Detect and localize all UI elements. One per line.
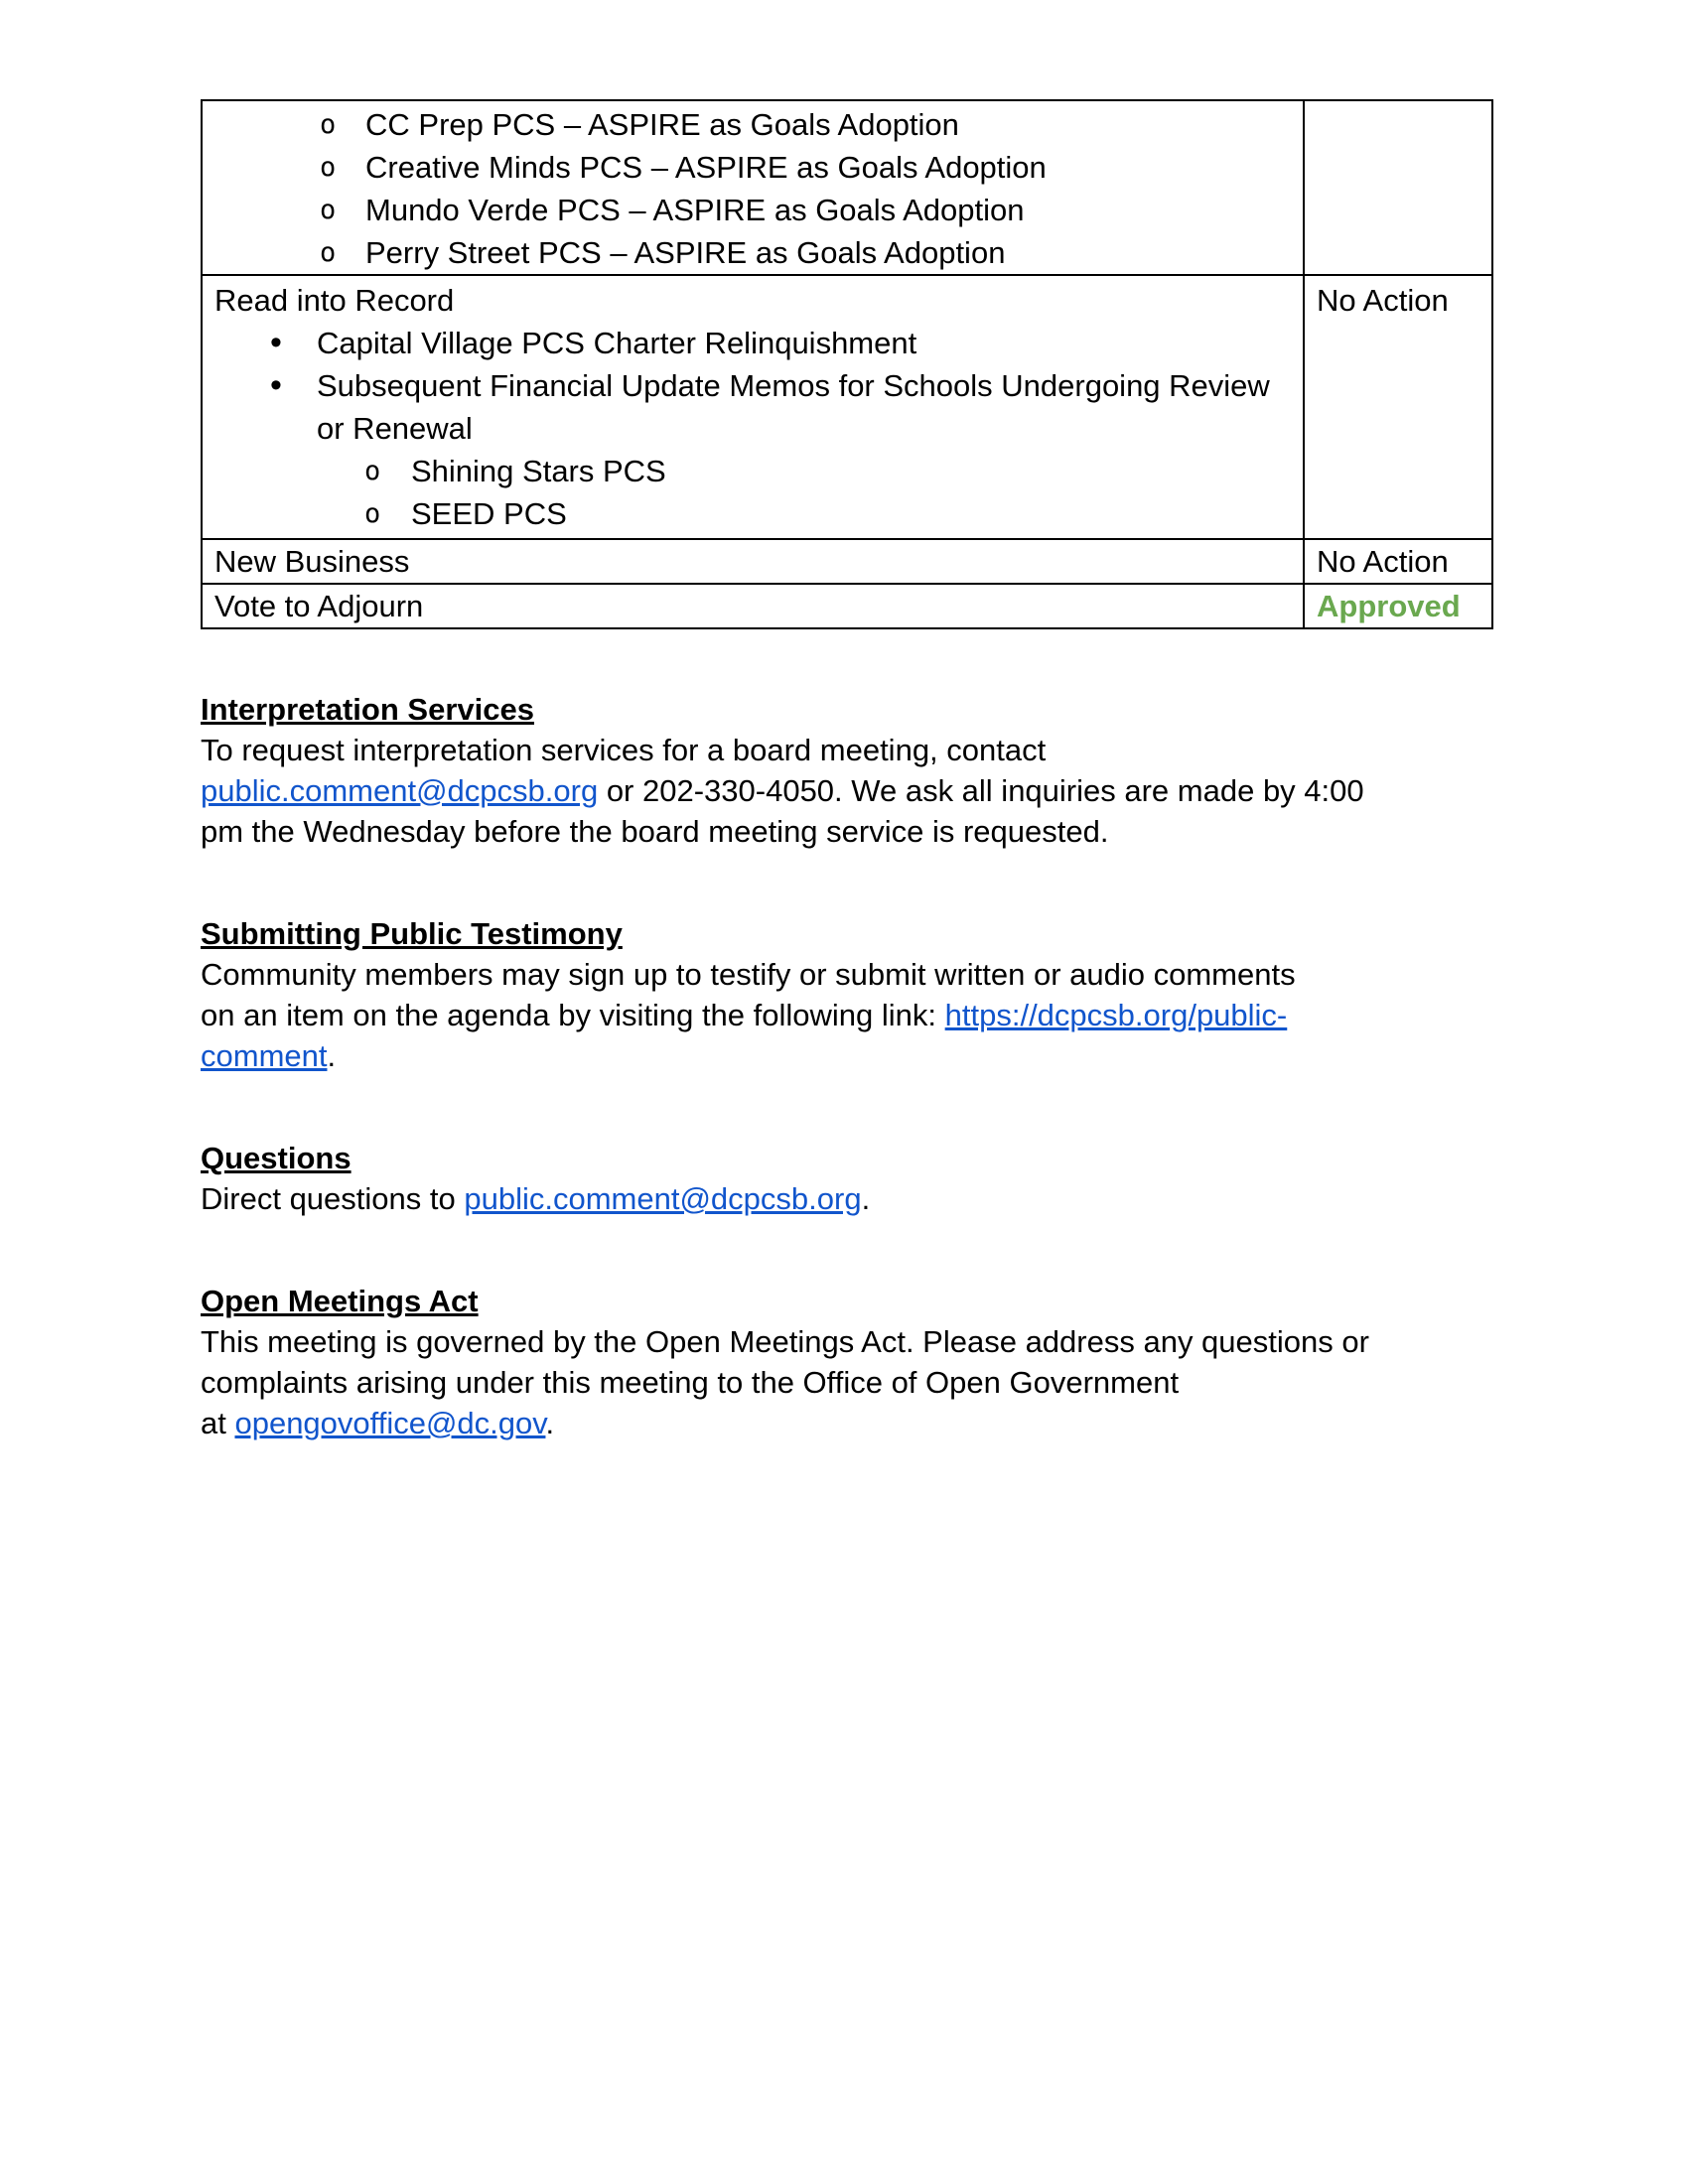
- list-item-text: Subsequent Financial Update Memos for Schools Undergoing Review or Renewal: [317, 368, 1270, 446]
- agenda-table: [201, 99, 1493, 629]
- agenda-item-cell: [202, 100, 1304, 275]
- action-cell: No Action: [1304, 275, 1492, 539]
- list-item: [214, 450, 1293, 492]
- paragraph: [201, 1178, 1491, 1219]
- section-submitting-public-testimony: [201, 913, 1491, 1076]
- text-run: .: [545, 1406, 555, 1440]
- public-comment-url-link[interactable]: comment: [201, 1038, 328, 1073]
- text-run: Direct questions to: [201, 1181, 465, 1216]
- section-questions: [201, 1138, 1491, 1219]
- table-row-vote-to-adjourn: [202, 584, 1492, 628]
- list-item: [214, 146, 1293, 189]
- list-item: [214, 189, 1293, 231]
- section-interpretation-services: [201, 689, 1491, 852]
- text-run: .: [861, 1181, 871, 1216]
- paragraph: [201, 1321, 1491, 1443]
- list-item: [214, 364, 1293, 450]
- list-item-text: SEED PCS: [411, 496, 567, 531]
- text-run: pm the Wednesday before the board meeting service is requested.: [201, 814, 1109, 849]
- list-item-text: Creative Minds PCS – ASPIRE as Goals Adoption: [365, 150, 1047, 185]
- section-heading: Submitting Public Testimony: [201, 916, 623, 951]
- section-open-meetings-act: [201, 1281, 1491, 1443]
- row-title: Vote to Adjourn: [202, 584, 1304, 628]
- text-run: This meeting is governed by the Open Meetings Act. Please address any questions or: [201, 1324, 1369, 1359]
- circle-bullet-icon: o: [320, 109, 337, 140]
- opengov-email-link[interactable]: opengovoffice@dc.gov: [234, 1406, 546, 1440]
- list-item: [214, 231, 1293, 274]
- list-item-text: Perry Street PCS – ASPIRE as Goals Adoption: [365, 235, 1006, 270]
- circle-bullet-icon: o: [364, 456, 381, 486]
- action-cell: [1304, 584, 1492, 628]
- list-item-text: CC Prep PCS – ASPIRE as Goals Adoption: [365, 107, 959, 142]
- circle-bullet-icon: o: [364, 498, 381, 529]
- text-run: complaints arising under this meeting to the Office of Open Government: [201, 1365, 1180, 1400]
- aspire-adoption-list: [214, 103, 1293, 274]
- paragraph: [201, 954, 1491, 1076]
- document-page: [201, 99, 1491, 1443]
- disc-bullet-icon: •: [270, 366, 282, 404]
- text-run: To request interpretation services for a board meeting, contact: [201, 733, 1047, 767]
- list-item-text: Capital Village PCS Charter Relinquishment: [317, 326, 917, 360]
- row-title: New Business: [202, 539, 1304, 584]
- table-row-continuation: [202, 100, 1492, 275]
- action-cell-empty: [1304, 100, 1492, 275]
- approved-status-badge: Approved: [1317, 589, 1461, 623]
- table-row-new-business: [202, 539, 1492, 584]
- list-item-text: Shining Stars PCS: [411, 454, 666, 488]
- disc-bullet-icon: •: [270, 324, 282, 361]
- text-run: .: [327, 1038, 337, 1073]
- agenda-item-cell: [202, 275, 1304, 539]
- text-run: Community members may sign up to testify or submit written or audio comments: [201, 957, 1296, 992]
- circle-bullet-icon: o: [320, 195, 337, 225]
- section-heading: Interpretation Services: [201, 692, 534, 727]
- list-item: [214, 103, 1293, 146]
- list-item: [214, 492, 1293, 535]
- paragraph: [201, 730, 1491, 852]
- list-item: [214, 322, 1293, 364]
- public-comment-email-link[interactable]: public.comment@dcpcsb.org: [464, 1181, 862, 1216]
- public-comment-email-link[interactable]: public.comment@dcpcsb.org: [201, 773, 599, 808]
- record-sub-list: [214, 450, 1293, 535]
- circle-bullet-icon: o: [320, 237, 337, 268]
- info-sections: [201, 689, 1491, 1443]
- text-run: at: [201, 1406, 235, 1440]
- table-row-read-into-record: [202, 275, 1492, 539]
- action-cell: No Action: [1304, 539, 1492, 584]
- list-item-text: Mundo Verde PCS – ASPIRE as Goals Adoption: [365, 193, 1025, 227]
- section-heading: Questions: [201, 1141, 352, 1175]
- circle-bullet-icon: o: [320, 152, 337, 183]
- section-heading: Open Meetings Act: [201, 1284, 479, 1318]
- record-bullet-list: [214, 322, 1293, 450]
- row-title: Read into Record: [214, 283, 455, 318]
- public-comment-url-link[interactable]: https://dcpcsb.org/public-: [944, 998, 1288, 1032]
- text-run: or 202-330-4050. We ask all inquiries are made by 4:00: [598, 773, 1364, 808]
- text-run: on an item on the agenda by visiting the following link:: [201, 998, 945, 1032]
